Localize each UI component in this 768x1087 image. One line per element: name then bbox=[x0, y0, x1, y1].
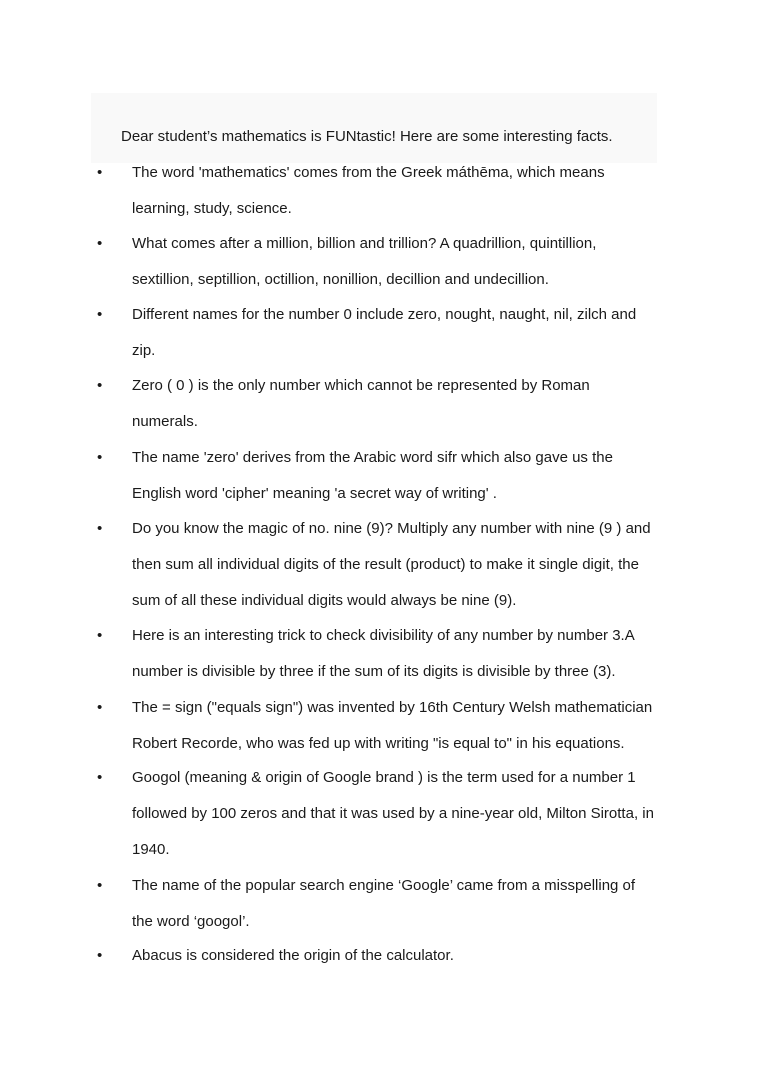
fact-line: number is divisible by three if the sum of its digits is divisible by three (3). bbox=[132, 663, 616, 680]
fact-line: Robert Recorde, who was fed up with writing "is equal to" in his equations. bbox=[132, 735, 625, 752]
fact-line: The word 'mathematics' comes from the Greek máthēma, which means bbox=[132, 164, 605, 181]
bullet-icon: • bbox=[97, 877, 103, 894]
bullet-icon: • bbox=[97, 627, 103, 644]
fact-line: The = sign ("equals sign") was invented by 16th Century Welsh mathematician bbox=[132, 699, 653, 716]
fact-line: Googol (meaning & origin of Google brand ) is the term used for a number 1 bbox=[132, 769, 636, 786]
fact-line: What comes after a million, billion and trillion? A quadrillion, quintillion, bbox=[132, 235, 597, 252]
fact-line: followed by 100 zeros and that it was used by a nine-year old, Milton Sirotta, in bbox=[132, 805, 654, 822]
fact-line: 1940. bbox=[132, 841, 170, 858]
fact-line: English word 'cipher' meaning 'a secret way of writing' . bbox=[132, 485, 497, 502]
fact-line: Zero ( 0 ) is the only number which cannot be represented by Roman bbox=[132, 377, 590, 394]
fact-line: Do you know the magic of no. nine (9)? Multiply any number with nine (9 ) and bbox=[132, 520, 651, 537]
bullet-icon: • bbox=[97, 699, 103, 716]
fact-line: sextillion, septillion, octillion, nonillion, decillion and undecillion. bbox=[132, 271, 549, 288]
fact-line: learning, study, science. bbox=[132, 200, 292, 217]
bullet-icon: • bbox=[97, 520, 103, 537]
fact-line: the word ‘googol’. bbox=[132, 913, 250, 930]
bullet-icon: • bbox=[97, 306, 103, 323]
bullet-icon: • bbox=[97, 947, 103, 964]
bullet-icon: • bbox=[97, 769, 103, 786]
fact-line: The name 'zero' derives from the Arabic word sifr which also gave us the bbox=[132, 449, 613, 466]
fact-line: The name of the popular search engine ‘Google’ came from a misspelling of bbox=[132, 877, 636, 894]
bullet-icon: • bbox=[97, 164, 103, 181]
bullet-icon: • bbox=[97, 449, 103, 466]
fact-line: Abacus is considered the origin of the calculator. bbox=[132, 947, 454, 964]
fact-line: Different names for the number 0 include zero, nought, naught, nil, zilch and bbox=[132, 306, 637, 323]
bullet-icon: • bbox=[97, 377, 103, 394]
intro-text: Dear student’s mathematics is FUNtastic! Here are some interesting facts. bbox=[121, 128, 613, 145]
fact-line: sum of all these individual digits would always be nine (9). bbox=[132, 592, 517, 609]
fact-line: numerals. bbox=[132, 413, 198, 430]
fact-line: zip. bbox=[132, 342, 156, 359]
bullet-icon: • bbox=[97, 235, 103, 252]
fact-line: Here is an interesting trick to check divisibility of any number by number 3.A bbox=[132, 627, 635, 644]
fact-line: then sum all individual digits of the result (product) to make it single digit, the bbox=[132, 556, 639, 573]
